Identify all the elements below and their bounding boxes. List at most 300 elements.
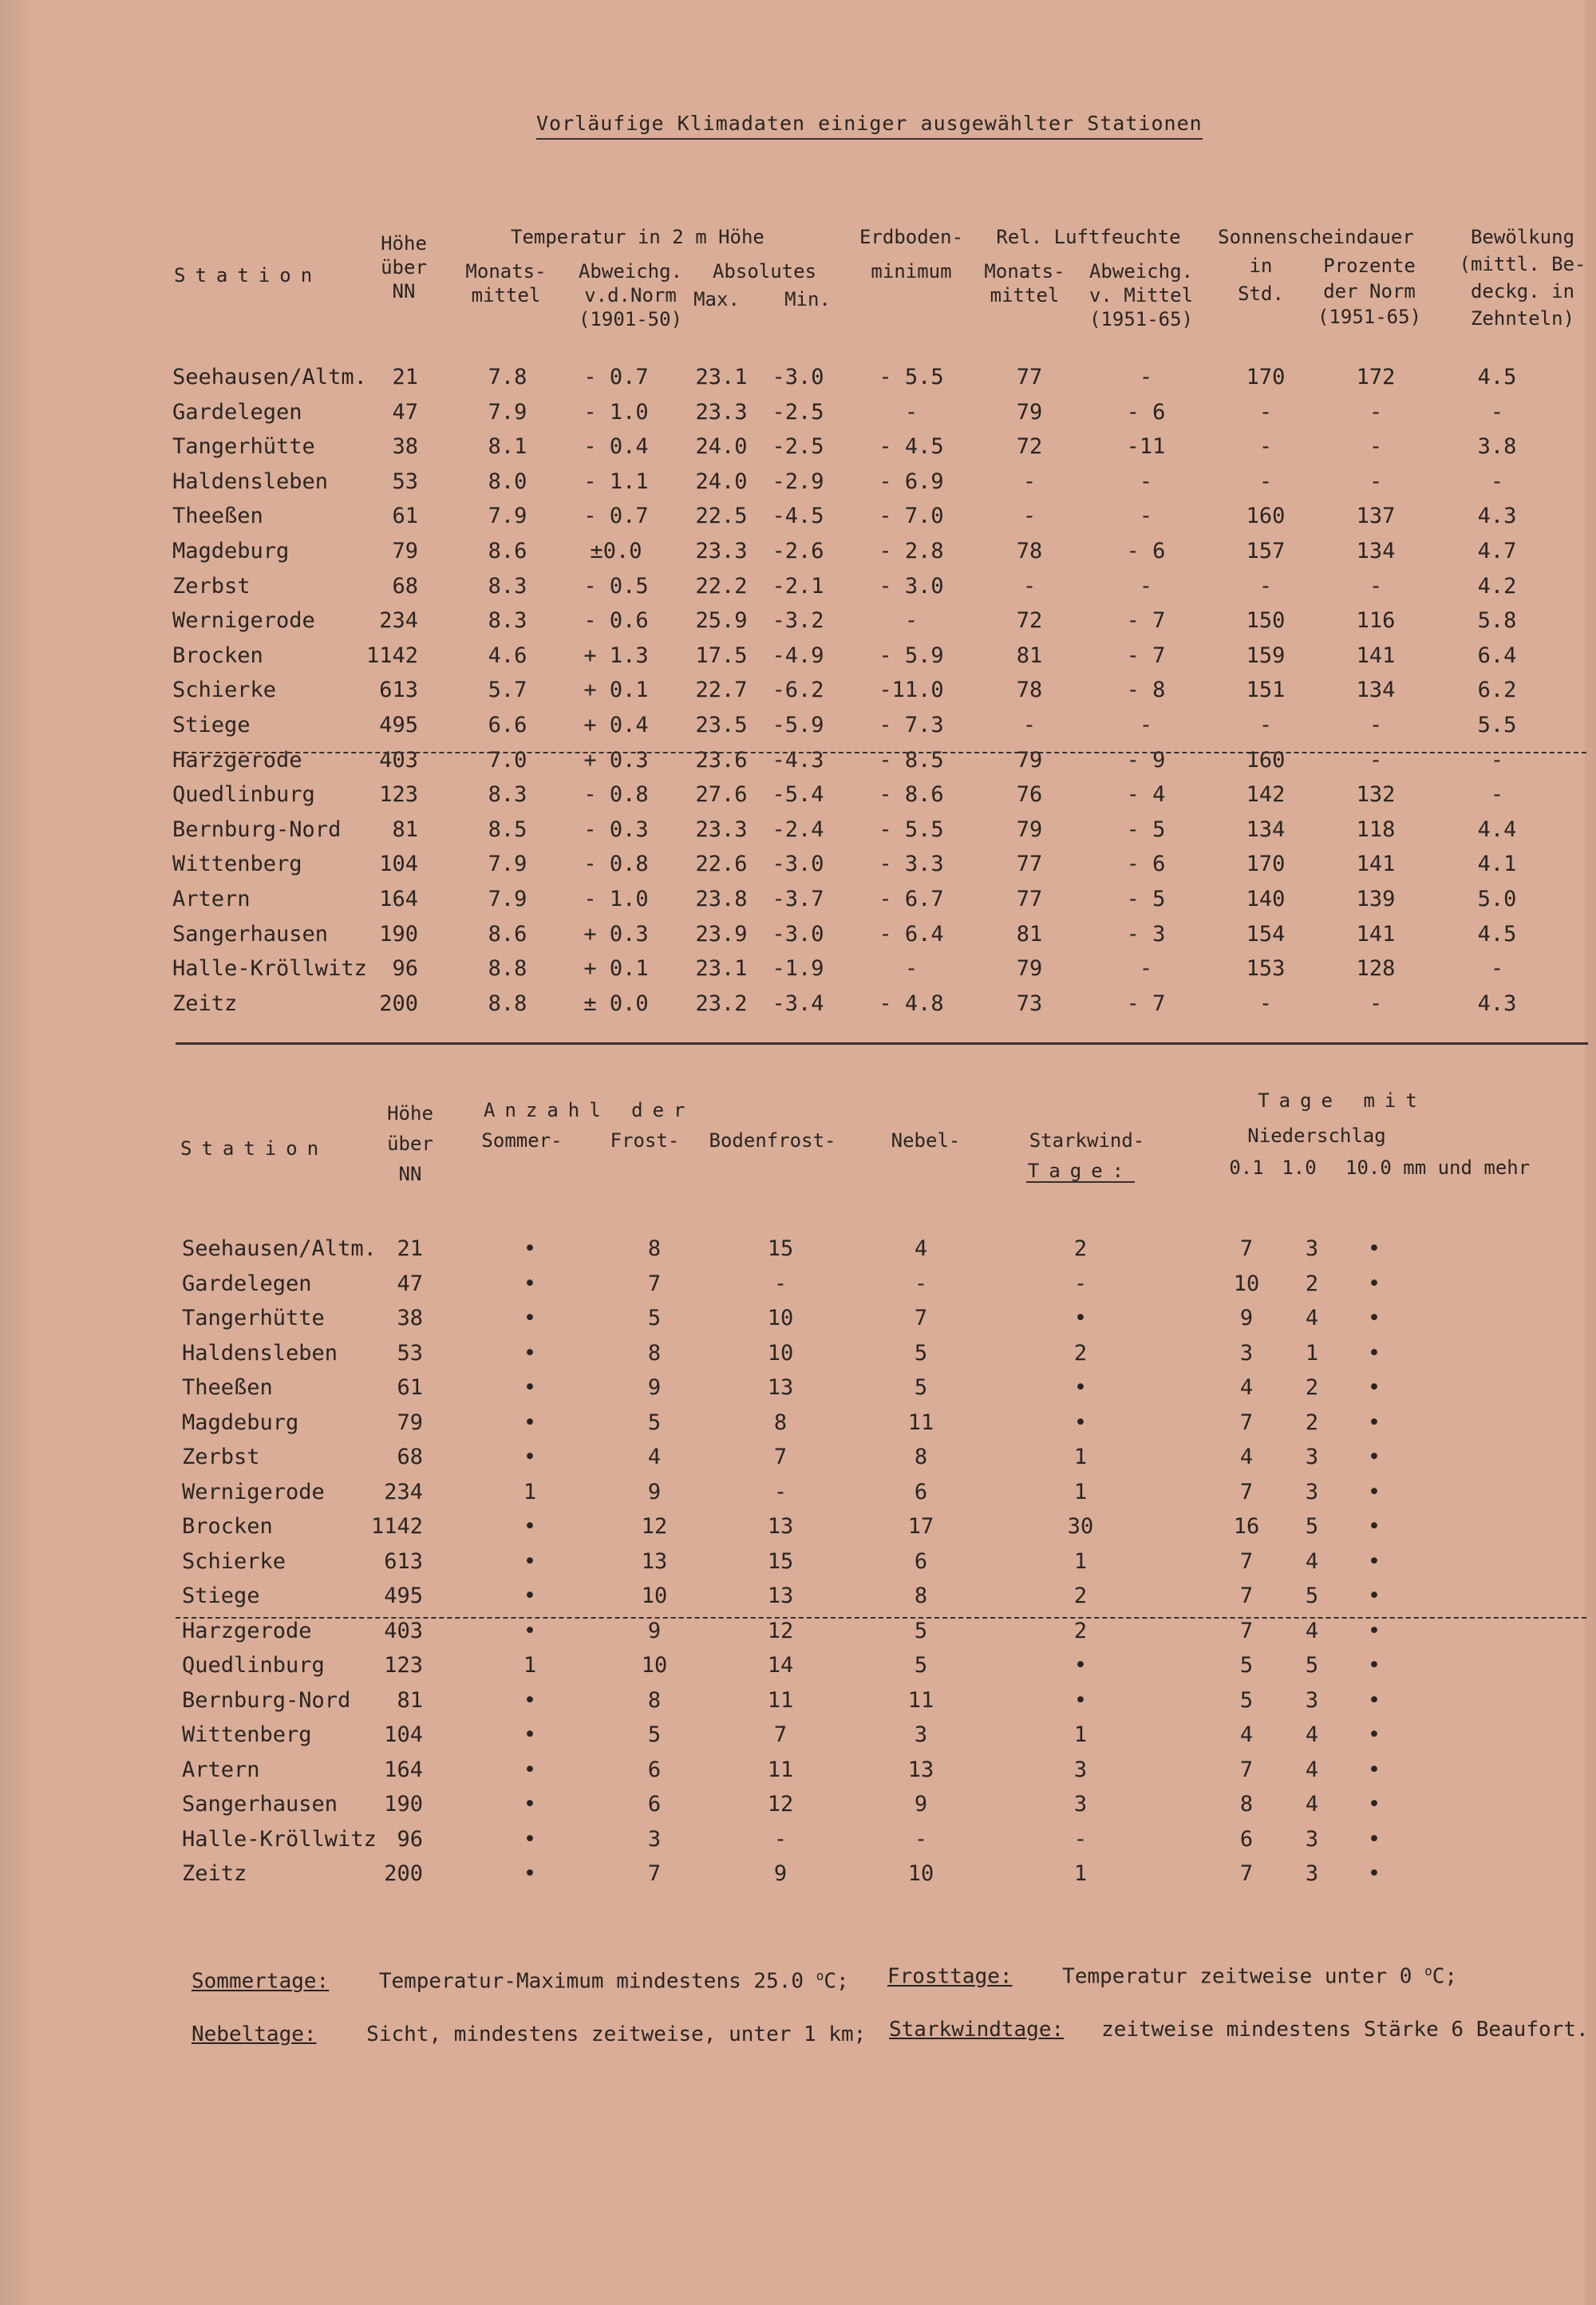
header-sonne-prozente: der Norm xyxy=(1323,280,1416,302)
cell-abweichung: - 0.5 xyxy=(583,573,649,599)
cell-frosttage: 12 xyxy=(641,1514,668,1539)
cell-max: 22.6 xyxy=(695,852,748,877)
cell-bodenfrosttage: - xyxy=(773,1479,788,1504)
cell-monatsmittel: 8.3 xyxy=(488,782,527,808)
cell-nebeltage: 17 xyxy=(907,1514,934,1539)
cell-hoehe: 79 xyxy=(397,1409,423,1435)
cell-max: 17.5 xyxy=(695,642,748,668)
cell-station: Theeßen xyxy=(172,504,263,529)
cell-sommertage: • xyxy=(523,1445,537,1469)
cell-bewoelkung: - xyxy=(1490,747,1504,773)
cell-nebeltage: - xyxy=(914,1271,928,1296)
header-sonne-std: in xyxy=(1249,255,1273,277)
cell-luft-mittel: 79 xyxy=(1016,816,1043,842)
cell-sonne-std: 150 xyxy=(1246,608,1286,634)
header-luftfeuchte: Rel. Luftfeuchte xyxy=(996,226,1181,248)
cell-starkwindtage: - xyxy=(1073,1271,1088,1296)
cell-starkwindtage: 2 xyxy=(1073,1618,1088,1643)
cell-monatsmittel: 7.9 xyxy=(488,399,527,425)
cell-frosttage: 9 xyxy=(647,1479,662,1504)
cell-min: -6.2 xyxy=(772,678,824,703)
cell-hoehe: 403 xyxy=(379,747,418,773)
cell-n01: 7 xyxy=(1239,1583,1254,1608)
cell-station: Halle-Kröllwitz xyxy=(182,1826,377,1852)
header-hoehe: über xyxy=(387,1133,433,1155)
legend-sommertage-definition: Temperatur-Maximum mindestens 25.0 xyxy=(378,1969,804,1994)
cell-hoehe: 21 xyxy=(397,1236,423,1261)
cell-n100: • xyxy=(1367,1375,1381,1400)
cell-hoehe: 61 xyxy=(392,504,418,529)
cell-abweichung: + 0.4 xyxy=(583,713,649,737)
cell-luft-abweichung: - 3 xyxy=(1126,921,1166,947)
cell-luft-mittel: 77 xyxy=(1016,365,1043,389)
cell-bewoelkung: 5.8 xyxy=(1477,608,1517,634)
cell-n10: 5 xyxy=(1305,1653,1319,1678)
cell-sommertage: 1 xyxy=(523,1479,537,1504)
cell-sonne-prozent: 141 xyxy=(1356,852,1396,877)
header-niederschlag: Niederschlag xyxy=(1247,1125,1386,1147)
header-station: Station xyxy=(180,1137,329,1160)
cell-station: Wernigerode xyxy=(172,608,315,634)
header-luft-abweichung: Abweichg. xyxy=(1088,260,1194,283)
cell-station: Wernigerode xyxy=(182,1479,325,1504)
cell-luft-mittel: 77 xyxy=(1016,887,1043,911)
cell-max: 22.5 xyxy=(695,504,748,529)
cell-station: Magdeburg xyxy=(172,539,290,563)
cell-max: 22.7 xyxy=(695,678,748,703)
cell-bewoelkung: 4.5 xyxy=(1477,921,1517,947)
header-tage: Tage: xyxy=(1027,1160,1134,1182)
cell-erdboden: - 3.3 xyxy=(879,852,944,877)
cell-abweichung: + 0.3 xyxy=(583,921,649,947)
cell-sonne-prozent: - xyxy=(1369,990,1383,1016)
cell-bodenfrosttage: 12 xyxy=(767,1792,794,1817)
cell-n10: 2 xyxy=(1305,1409,1319,1435)
cell-n01: 4 xyxy=(1239,1445,1254,1469)
cell-bewoelkung: 3.8 xyxy=(1477,434,1517,460)
cell-min: -3.0 xyxy=(772,365,824,389)
cell-min: -2.6 xyxy=(772,539,824,563)
cell-hoehe: 164 xyxy=(379,887,418,911)
cell-n100: • xyxy=(1367,1340,1381,1366)
cell-monatsmittel: 6.6 xyxy=(488,713,527,737)
cell-sommertage: • xyxy=(523,1687,537,1713)
cell-erdboden: - 8.6 xyxy=(879,782,944,808)
cell-n10: 4 xyxy=(1305,1306,1319,1330)
cell-station: Wittenberg xyxy=(182,1722,312,1747)
cell-sonne-prozent: - xyxy=(1369,399,1383,425)
cell-monatsmittel: 8.3 xyxy=(488,573,527,599)
cell-monatsmittel: 8.0 xyxy=(488,469,527,494)
cell-hoehe: 495 xyxy=(379,713,418,737)
header-luft-abweichung: v. Mittel xyxy=(1088,284,1194,306)
cell-n10: 5 xyxy=(1305,1583,1319,1608)
cell-station: Zerbst xyxy=(182,1445,260,1469)
cell-erdboden: - 7.0 xyxy=(879,504,944,529)
cell-sonne-prozent: - xyxy=(1369,747,1383,773)
cell-abweichung: - 0.4 xyxy=(583,434,649,460)
cell-abweichung: + 0.1 xyxy=(583,678,649,703)
cell-erdboden: - 6.4 xyxy=(879,921,944,947)
cell-luft-mittel: 72 xyxy=(1016,608,1043,634)
cell-starkwindtage: 1 xyxy=(1073,1861,1088,1886)
cell-monatsmittel: 8.8 xyxy=(488,990,527,1016)
cell-nebeltage: 7 xyxy=(914,1306,928,1330)
cell-station: Tangerhütte xyxy=(172,434,315,460)
cell-n10: 3 xyxy=(1305,1445,1319,1469)
cell-bewoelkung: 4.3 xyxy=(1477,504,1517,529)
cell-luft-mittel: 78 xyxy=(1016,678,1043,703)
cell-min: -3.4 xyxy=(772,990,824,1016)
cell-hoehe: 38 xyxy=(397,1306,423,1330)
cell-hoehe: 123 xyxy=(384,1653,423,1678)
cell-sonne-std: 140 xyxy=(1246,887,1286,911)
cell-nebeltage: 11 xyxy=(907,1409,934,1435)
legend-frosttage-unit: C; xyxy=(1432,1964,1458,1989)
cell-starkwindtage: 3 xyxy=(1073,1792,1088,1817)
cell-max: 22.2 xyxy=(695,573,748,599)
cell-n01: 7 xyxy=(1239,1548,1254,1574)
cell-frosttage: 3 xyxy=(647,1826,662,1852)
cell-monatsmittel: 7.9 xyxy=(488,852,527,877)
cell-station: Stiege xyxy=(172,713,251,737)
cell-luft-mittel: 76 xyxy=(1016,782,1043,808)
cell-monatsmittel: 8.1 xyxy=(488,434,527,460)
cell-frosttage: 9 xyxy=(647,1618,662,1643)
cell-bewoelkung: - xyxy=(1490,956,1504,982)
cell-n100: • xyxy=(1367,1757,1381,1782)
cell-hoehe: 81 xyxy=(397,1687,423,1713)
cell-min: -2.1 xyxy=(772,573,824,599)
cell-station: Bernburg-Nord xyxy=(172,816,342,842)
cell-erdboden: - 7.3 xyxy=(879,713,944,737)
cell-monatsmittel: 8.8 xyxy=(488,956,527,982)
cell-bodenfrosttage: 10 xyxy=(767,1306,794,1330)
cell-bewoelkung: - xyxy=(1490,469,1504,494)
cell-max: 23.1 xyxy=(695,365,748,389)
header-tage-underline xyxy=(1026,1181,1135,1183)
cell-min: -4.3 xyxy=(772,747,824,773)
cell-bodenfrosttage: 13 xyxy=(767,1375,794,1400)
cell-station: Seehausen/Altm. xyxy=(172,365,367,389)
cell-min: -2.9 xyxy=(772,469,824,494)
cell-bewoelkung: 4.1 xyxy=(1477,852,1517,877)
cell-bodenfrosttage: 15 xyxy=(767,1236,794,1261)
cell-bewoelkung: 4.2 xyxy=(1477,573,1517,599)
cell-sonne-std: - xyxy=(1258,434,1273,460)
cell-abweichung: - 0.7 xyxy=(583,504,649,529)
legend-sommertage-unit: C; xyxy=(824,1969,849,1994)
page-title: Vorläufige Klimadaten einiger ausgewählter Stationen xyxy=(536,112,1203,140)
cell-nebeltage: 13 xyxy=(907,1757,934,1782)
cell-hoehe: 495 xyxy=(384,1583,423,1608)
cell-sonne-prozent: 128 xyxy=(1356,956,1396,982)
cell-station: Zerbst xyxy=(172,573,251,599)
header-sonne-std: Std. xyxy=(1238,283,1284,305)
cell-station: Artern xyxy=(182,1757,260,1782)
cell-luft-abweichung: - xyxy=(1139,504,1153,529)
cell-min: -4.9 xyxy=(772,642,824,668)
cell-n10: 3 xyxy=(1305,1861,1319,1886)
cell-bodenfrosttage: 11 xyxy=(767,1687,794,1713)
cell-luft-mittel: 79 xyxy=(1016,747,1043,773)
cell-starkwindtage: • xyxy=(1073,1306,1088,1330)
degree-sign: o xyxy=(816,1968,824,1983)
cell-n100: • xyxy=(1367,1445,1381,1469)
cell-bewoelkung: 4.3 xyxy=(1477,990,1517,1016)
cell-nebeltage: 5 xyxy=(914,1653,928,1678)
cell-bodenfrosttage: - xyxy=(773,1826,788,1852)
cell-sonne-std: 160 xyxy=(1246,504,1286,529)
cell-nebeltage: 3 xyxy=(914,1722,928,1747)
cell-station: Brocken xyxy=(182,1514,273,1539)
cell-sonne-std: - xyxy=(1258,713,1273,737)
cell-starkwindtage: 3 xyxy=(1073,1757,1088,1782)
header-bewoelkung: (mittl. Be- xyxy=(1459,253,1586,275)
cell-nebeltage: 5 xyxy=(914,1375,928,1400)
cell-sonne-std: - xyxy=(1258,573,1273,599)
cell-sonne-prozent: 116 xyxy=(1356,608,1396,634)
cell-monatsmittel: 7.9 xyxy=(488,887,527,911)
cell-min: -3.0 xyxy=(772,852,824,877)
header-bewoelkung: Zehnteln) xyxy=(1470,307,1575,330)
cell-sonne-std: - xyxy=(1258,990,1273,1016)
cell-n01: 7 xyxy=(1239,1861,1254,1886)
cell-n10: 1 xyxy=(1305,1340,1319,1366)
cell-luft-abweichung: - 7 xyxy=(1126,990,1166,1016)
cell-hoehe: 79 xyxy=(392,539,418,563)
cell-min: -1.9 xyxy=(772,956,824,982)
cell-max: 23.5 xyxy=(695,713,748,737)
cell-erdboden: - xyxy=(904,399,918,425)
cell-frosttage: 10 xyxy=(641,1653,668,1678)
cell-hoehe: 613 xyxy=(379,678,418,703)
cell-luft-abweichung: - 8 xyxy=(1126,678,1166,703)
header-absolutes: Absolutes xyxy=(712,260,817,283)
cell-luft-mittel: 78 xyxy=(1016,539,1043,563)
cell-erdboden: - 2.8 xyxy=(879,539,944,563)
cell-monatsmittel: 4.6 xyxy=(488,642,527,668)
cell-bewoelkung: 5.5 xyxy=(1477,713,1517,737)
cell-station: Schierke xyxy=(172,678,277,703)
cell-starkwindtage: 30 xyxy=(1067,1514,1094,1539)
cell-luft-mittel: 81 xyxy=(1016,921,1043,947)
cell-hoehe: 61 xyxy=(397,1375,423,1400)
legend-starkwindtage-definition: zeitweise mindestens Stärke 6 Beaufort. xyxy=(1101,2018,1589,2042)
cell-n01: 7 xyxy=(1239,1618,1254,1643)
cell-sonne-std: 154 xyxy=(1246,921,1286,947)
cell-starkwindtage: • xyxy=(1073,1375,1088,1400)
legend-sommertage-term: Sommertage: xyxy=(192,1969,330,1994)
cell-station: Gardelegen xyxy=(172,399,302,425)
cell-hoehe: 613 xyxy=(384,1548,423,1574)
cell-erdboden: - 4.5 xyxy=(879,434,944,460)
cell-sonne-prozent: - xyxy=(1369,434,1383,460)
cell-bodenfrosttage: 15 xyxy=(767,1548,794,1574)
cell-starkwindtage: • xyxy=(1073,1687,1088,1713)
cell-erdboden: - 5.5 xyxy=(879,816,944,842)
cell-erdboden: - 5.9 xyxy=(879,642,944,668)
cell-n01: 7 xyxy=(1239,1479,1254,1504)
cell-luft-mittel: 72 xyxy=(1016,434,1043,460)
cell-n10: 4 xyxy=(1305,1757,1319,1782)
cell-nebeltage: 8 xyxy=(914,1445,928,1469)
cell-luft-abweichung: - xyxy=(1139,573,1153,599)
cell-abweichung: - 1.0 xyxy=(583,399,649,425)
cell-max: 24.0 xyxy=(695,469,748,494)
cell-abweichung: - 0.7 xyxy=(583,365,649,389)
header-n100: 10.0 mm und mehr xyxy=(1345,1156,1531,1179)
cell-sommertage: • xyxy=(523,1236,537,1261)
cell-erdboden: - 8.5 xyxy=(879,747,944,773)
cell-luft-mittel: - xyxy=(1022,713,1037,737)
cell-max: 23.3 xyxy=(695,539,748,563)
cell-frosttage: 5 xyxy=(647,1722,662,1747)
cell-sommertage: • xyxy=(523,1722,537,1747)
cell-sonne-prozent: 134 xyxy=(1356,678,1396,703)
cell-sommertage: • xyxy=(523,1826,537,1852)
cell-sommertage: • xyxy=(523,1792,537,1817)
cell-n01: 5 xyxy=(1239,1687,1254,1713)
cell-sommertage: • xyxy=(523,1271,537,1296)
cell-n100: • xyxy=(1367,1236,1381,1261)
header-n01: 0.1 xyxy=(1229,1156,1264,1179)
cell-n01: 4 xyxy=(1239,1375,1254,1400)
cell-sonne-prozent: 141 xyxy=(1356,642,1396,668)
cell-bewoelkung: 6.4 xyxy=(1477,642,1517,668)
cell-erdboden: - 6.9 xyxy=(879,469,944,494)
cell-hoehe: 47 xyxy=(397,1271,423,1296)
cell-sommertage: 1 xyxy=(523,1653,537,1678)
cell-bodenfrosttage: 7 xyxy=(773,1445,788,1469)
cell-erdboden: - 3.0 xyxy=(879,573,944,599)
cell-hoehe: 47 xyxy=(392,399,418,425)
cell-erdboden: - xyxy=(904,956,918,982)
cell-n10: 3 xyxy=(1305,1826,1319,1852)
cell-max: 23.3 xyxy=(695,399,748,425)
legend-frosttage xyxy=(887,1963,1457,1989)
cell-luft-abweichung: -11 xyxy=(1126,434,1166,460)
header-nebel: Nebel- xyxy=(891,1129,961,1152)
cell-n10: 4 xyxy=(1305,1722,1319,1747)
cell-station: Gardelegen xyxy=(182,1271,312,1296)
cell-monatsmittel: 7.9 xyxy=(488,504,527,529)
header-hoehe: Höhe xyxy=(387,1102,433,1125)
header-erdboden: minimum xyxy=(871,260,952,283)
cell-luft-abweichung: - xyxy=(1139,956,1153,982)
cell-n10: 3 xyxy=(1305,1236,1319,1261)
cell-luft-abweichung: - 9 xyxy=(1126,747,1166,773)
header-n10: 1.0 xyxy=(1282,1156,1317,1179)
cell-max: 23.6 xyxy=(695,747,748,773)
cell-bodenfrosttage: 9 xyxy=(773,1861,788,1886)
cell-bodenfrosttage: 13 xyxy=(767,1583,794,1608)
header-hoehe: Höhe xyxy=(381,232,427,255)
cell-monatsmittel: 8.5 xyxy=(488,816,527,842)
cell-erdboden: - 5.5 xyxy=(879,365,944,389)
cell-n100: • xyxy=(1367,1306,1381,1330)
cell-hoehe: 21 xyxy=(392,365,418,389)
cell-n10: 2 xyxy=(1305,1375,1319,1400)
cell-starkwindtage: 1 xyxy=(1073,1445,1088,1469)
header-monatsmittel: Monats- xyxy=(465,260,547,283)
cell-max: 27.6 xyxy=(695,782,748,808)
table2-separator-dashed xyxy=(176,1617,1586,1619)
cell-station: Wittenberg xyxy=(172,852,302,877)
cell-abweichung: - 1.0 xyxy=(583,887,649,911)
cell-nebeltage: 6 xyxy=(914,1479,928,1504)
cell-sonne-std: 170 xyxy=(1246,365,1286,389)
cell-abweichung: - 0.8 xyxy=(583,852,649,877)
cell-sonne-prozent: - xyxy=(1369,469,1383,494)
legend-nebeltage-definition: Sicht, mindestens zeitweise, unter 1 km; xyxy=(366,2022,867,2046)
legend-starkwindtage-term: Starkwindtage: xyxy=(889,2018,1065,2042)
cell-bewoelkung: 4.5 xyxy=(1477,365,1517,389)
cell-luft-abweichung: - xyxy=(1139,365,1153,389)
header-hoehe: über xyxy=(381,256,427,279)
cell-hoehe: 53 xyxy=(397,1340,423,1366)
cell-frosttage: 6 xyxy=(647,1792,662,1817)
cell-hoehe: 234 xyxy=(379,608,418,634)
cell-sonne-prozent: 118 xyxy=(1356,816,1396,842)
cell-hoehe: 104 xyxy=(379,852,418,877)
cell-hoehe: 81 xyxy=(392,816,418,842)
cell-hoehe: 1142 xyxy=(370,1514,423,1539)
legend-starkwindtage xyxy=(889,2018,1589,2042)
cell-hoehe: 403 xyxy=(384,1618,423,1643)
cell-n100: • xyxy=(1367,1479,1381,1504)
cell-n01: 5 xyxy=(1239,1653,1254,1678)
cell-n01: 9 xyxy=(1239,1306,1254,1330)
cell-luft-abweichung: - xyxy=(1139,469,1153,494)
cell-sommertage: • xyxy=(523,1514,537,1539)
cell-sonne-std: 157 xyxy=(1246,539,1286,563)
cell-luft-abweichung: - 4 xyxy=(1126,782,1166,808)
cell-n100: • xyxy=(1367,1861,1381,1886)
cell-frosttage: 8 xyxy=(647,1687,662,1713)
cell-monatsmittel: 7.0 xyxy=(488,747,527,773)
header-sonnenscheindauer: Sonnenscheindauer xyxy=(1218,226,1414,248)
cell-erdboden: -11.0 xyxy=(879,678,944,703)
cell-sonne-prozent: 141 xyxy=(1356,921,1396,947)
header-abweichung: Abweichg. xyxy=(578,260,683,283)
cell-n01: 16 xyxy=(1233,1514,1260,1539)
cell-frosttage: 10 xyxy=(641,1583,668,1608)
cell-frosttage: 5 xyxy=(647,1409,662,1435)
cell-min: -2.5 xyxy=(772,434,824,460)
cell-station: Brocken xyxy=(172,642,263,668)
cell-min: -3.0 xyxy=(772,921,824,947)
cell-n100: • xyxy=(1367,1271,1381,1296)
cell-hoehe: 200 xyxy=(384,1861,423,1886)
cell-max: 23.3 xyxy=(695,816,748,842)
cell-station: Tangerhütte xyxy=(182,1306,325,1330)
cell-sonne-prozent: - xyxy=(1369,713,1383,737)
cell-n10: 4 xyxy=(1305,1548,1319,1574)
cell-min: -4.5 xyxy=(772,504,824,529)
cell-max: 23.1 xyxy=(695,956,748,982)
cell-station: Quedlinburg xyxy=(172,782,315,808)
cell-n100: • xyxy=(1367,1653,1381,1678)
header-sonne-prozente: (1951-65) xyxy=(1317,306,1422,328)
cell-min: -5.9 xyxy=(772,713,824,737)
header-erdboden: Erdboden- xyxy=(859,226,964,248)
cell-bodenfrosttage: 7 xyxy=(773,1722,788,1747)
cell-nebeltage: 5 xyxy=(914,1340,928,1366)
cell-bewoelkung: - xyxy=(1490,399,1504,425)
cell-n01: 4 xyxy=(1239,1722,1254,1747)
cell-starkwindtage: 2 xyxy=(1073,1583,1088,1608)
